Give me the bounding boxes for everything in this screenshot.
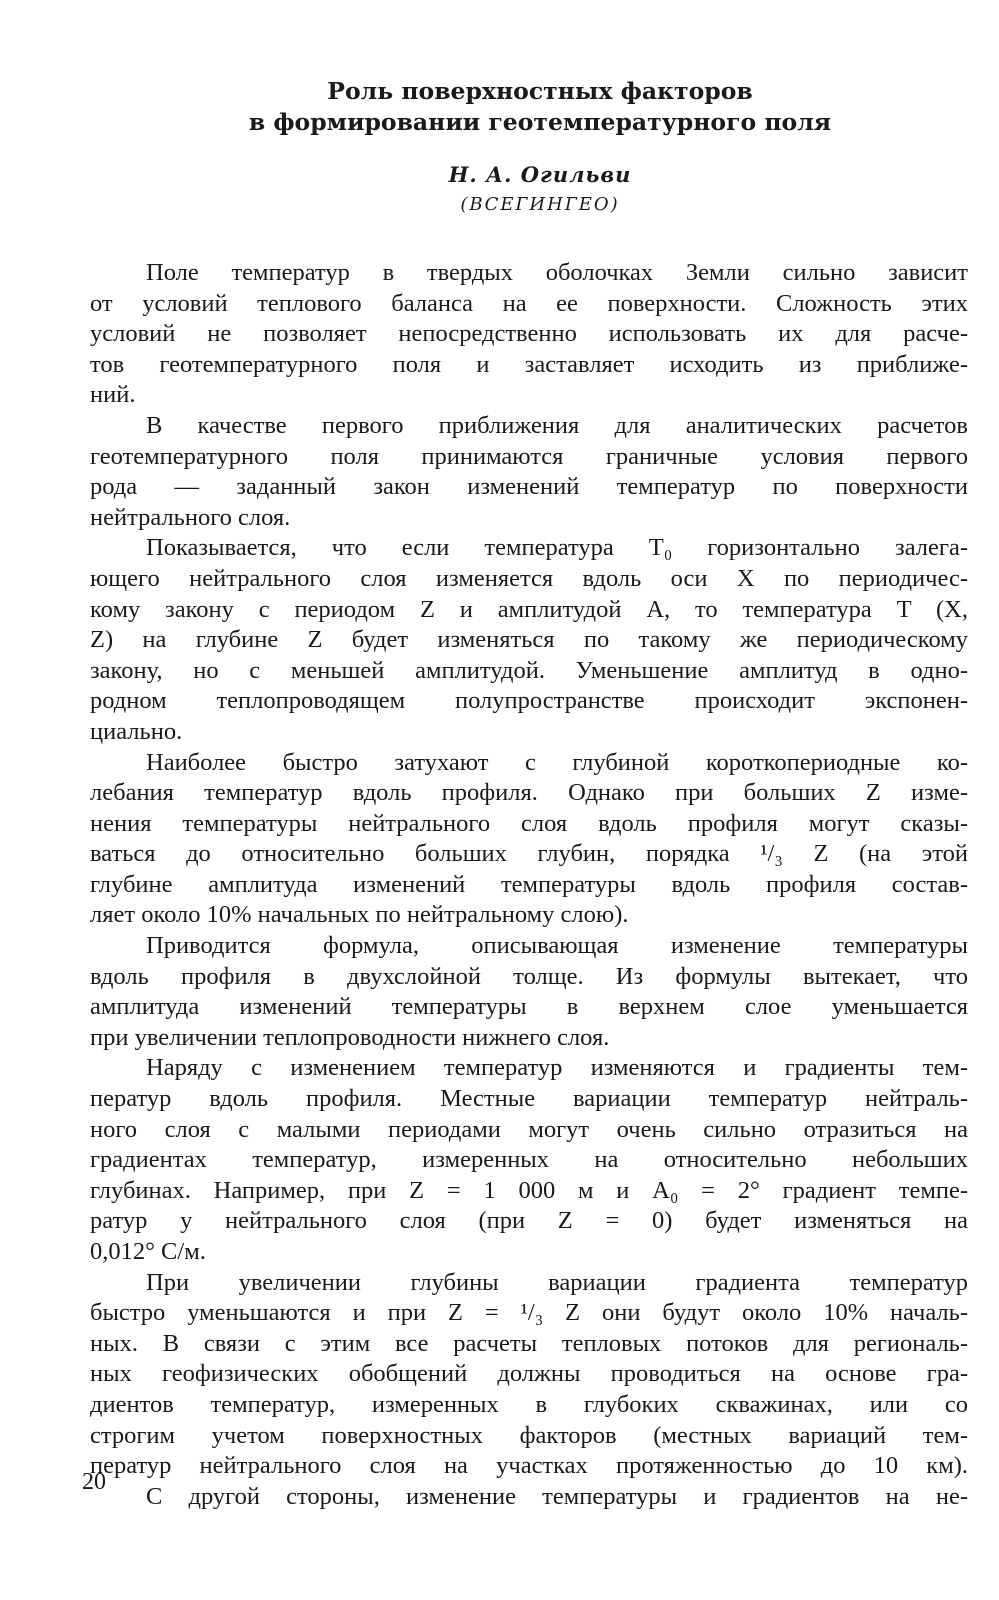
body-line: Наряду с изменением температур изменяются и градиенты тем- <box>146 1054 968 1082</box>
body-line: амплитуда изменений температуры в верхнем слое уменьшается <box>90 993 968 1021</box>
title-line-1: Роль поверхностных факторов <box>327 77 753 105</box>
body-line: ний. <box>90 381 136 409</box>
body-line: ратур у нейтрального слоя (при Z = 0) будет изменяться на <box>90 1207 968 1235</box>
author-name: Н. А. Огильви <box>448 162 632 187</box>
article-body <box>90 258 968 1512</box>
body-line: ляет около 10% начальных по нейтральному слою). <box>90 901 629 929</box>
body-line: циально. <box>90 717 183 745</box>
body-line: ных. В связи с этим все расчеты тепловых потоков для региональ- <box>90 1329 968 1357</box>
body-line: Приводится формула, описывающая изменение температуры <box>146 932 968 960</box>
body-line: диентов температур, измеренных в глубоких скважинах, или со <box>90 1390 968 1418</box>
body-line: глубинах. Например, при Z = 1 000 м и A₀ = 2° градиент темпе- <box>90 1176 968 1204</box>
page-number: 20 <box>82 1469 106 1495</box>
body-line: вдоль профиля в двухслойной толще. Из формулы вытекает, что <box>90 962 968 990</box>
body-line: 0,012° С/м. <box>90 1238 206 1265</box>
body-line: С другой стороны, изменение температуры и градиентов на не- <box>146 1482 968 1510</box>
body-line: строгим учетом поверхностных факторов (местных вариаций тем- <box>90 1421 968 1449</box>
body-line: родном теплопроводящем полупространстве происходит экспонен- <box>90 687 968 715</box>
body-line: условий не позволяет непосредственно использовать их для расче- <box>90 320 968 348</box>
body-line: Показывается, что если температура T₀ горизонтально залега- <box>146 534 968 562</box>
body-line: При увеличении глубины вариации градиента температур <box>146 1268 968 1296</box>
body-line: ператур вдоль профиля. Местные вариации температур нейтраль- <box>90 1085 968 1113</box>
article-title <box>200 76 880 138</box>
body-line: нейтрального слоя. <box>90 503 291 531</box>
body-line: от условий теплового баланса на ее поверхности. Сложность этих <box>90 289 968 317</box>
body-line: градиентах температур, измеренных на относительно небольших <box>90 1146 968 1174</box>
body-line: Наиболее быстро затухают с глубиной короткопериодные ко- <box>146 748 968 776</box>
body-line: Z) на глубине Z будет изменяться по такому же периодическому <box>90 626 968 654</box>
body-line: В качестве первого приближения для аналитических расчетов <box>146 411 968 439</box>
author-affiliation: (ВСЕГИНГЕО) <box>460 194 620 215</box>
body-line: рода — заданный закон изменений температур по поверхности <box>90 473 968 501</box>
body-line: геотемпературного поля принимаются граничные условия первого <box>90 442 968 470</box>
body-line: ных геофизических обобщений должны проводиться на основе гра- <box>90 1360 968 1388</box>
body-line: закону, но с меньшей амплитудой. Уменьшение амплитуд в одно- <box>90 656 968 684</box>
body-line: глубине амплитуда изменений температуры вдоль профиля состав- <box>90 870 968 898</box>
body-line: ператур нейтрального слоя на участках протяженностью до 10 км). <box>90 1452 968 1480</box>
body-line: ного слоя с малыми периодами могут очень сильно отразиться на <box>90 1115 968 1143</box>
body-line: лебания температур вдоль профиля. Однако при больших Z изме- <box>90 779 968 807</box>
body-line: ваться до относительно больших глубин, порядка ¹/₃ Z (на этой <box>90 840 968 868</box>
body-line: Поле температур в твердых оболочках Земли сильно зависит <box>146 259 968 286</box>
body-line: быстро уменьшаются и при Z = ¹/₃ Z они будут около 10% началь- <box>90 1299 968 1327</box>
body-line: ющего нейтрального слоя изменяется вдоль оси X по периодичес- <box>90 564 968 592</box>
body-line: нения температуры нейтрального слоя вдоль профиля могут сказы- <box>90 809 968 837</box>
body-line: при увеличении теплопроводности нижнего слоя. <box>90 1023 610 1051</box>
body-line: тов геотемпературного поля и заставляет исходить из приближе- <box>90 350 968 378</box>
body-line: кому закону с периодом Z и амплитудой A, то температура T (X, <box>90 595 968 623</box>
title-line-2: в формировании геотемпературного поля <box>248 108 832 136</box>
